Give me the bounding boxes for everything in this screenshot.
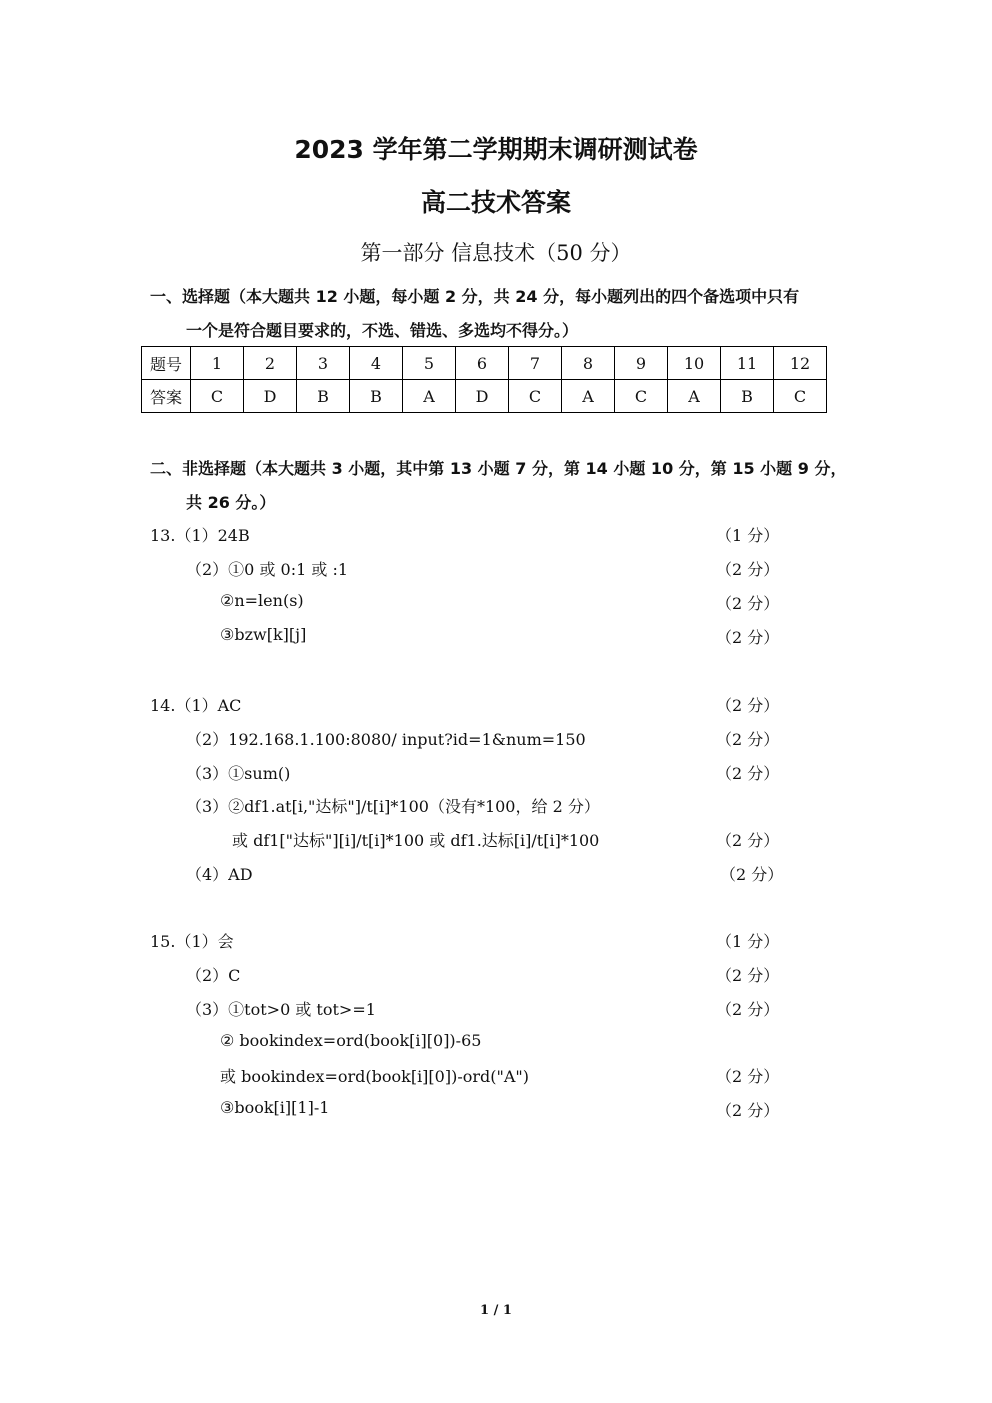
- table-cell: A: [668, 380, 721, 413]
- table-cell: B: [350, 380, 403, 413]
- table-cell: D: [456, 380, 509, 413]
- table-cell: C: [509, 380, 562, 413]
- table-cell: 5: [403, 347, 456, 380]
- table-cell: 11: [721, 347, 774, 380]
- table-cell: 6: [456, 347, 509, 380]
- q14-points: （2 分）: [720, 865, 784, 884]
- q14-line: （3）①sum(): [186, 764, 291, 783]
- q14-points: （2 分）: [716, 730, 780, 749]
- table-cell: A: [562, 380, 615, 413]
- page-number: 1 / 1: [480, 1303, 512, 1318]
- q13-points: （2 分）: [716, 594, 780, 613]
- table-row-numbers: [142, 347, 827, 380]
- q13-line: ③bzw[k][j]: [220, 625, 307, 644]
- table-cell: 3: [297, 347, 350, 380]
- table-cell: 12: [774, 347, 827, 380]
- q15-points: （2 分）: [716, 1101, 780, 1120]
- q14-line: （4）AD: [186, 865, 253, 884]
- table-cell: 2: [244, 347, 297, 380]
- table-cell: 4: [350, 347, 403, 380]
- q13-points: （1 分）: [716, 526, 780, 545]
- q13-points: （2 分）: [716, 628, 780, 647]
- q15-points: （1 分）: [716, 932, 780, 951]
- row-label-answer: 答案: [142, 380, 191, 413]
- q15-line: 或 bookindex=ord(book[i][0])-ord("A"): [220, 1067, 530, 1086]
- q14-points: （2 分）: [716, 764, 780, 783]
- section1-heading-cont: 一个是符合题目要求的，不选、错选、多选均不得分。）: [186, 321, 579, 340]
- q14-line: （3）②df1.at[i,"达标"]/t[i]*100（没有*100，给 2 分）: [186, 797, 600, 816]
- q14-line: （2）192.168.1.100:8080/ input?id=1&num=150: [186, 730, 586, 749]
- q15-line: （2）C: [186, 966, 241, 985]
- answer-table: [141, 346, 827, 413]
- table-cell: B: [721, 380, 774, 413]
- table-cell: 10: [668, 347, 721, 380]
- table-cell: 9: [615, 347, 668, 380]
- q15-line: （3）①tot>0 或 tot>=1: [186, 1000, 376, 1019]
- q14-line: 或 df1["达标"][i]/t[i]*100 或 df1.达标[i]/t[i]*100: [232, 831, 600, 850]
- section2-heading: 二、非选择题（本大题共 3 小题，其中第 13 小题 7 分，第 14 小题 10 分，第 15 小题 9 分，: [150, 459, 847, 478]
- section1-heading: 一、选择题（本大题共 12 小题，每小题 2 分，共 24 分，每小题列出的四个备选项中只有: [150, 287, 800, 306]
- q15-line: ② bookindex=ord(book[i][0])-65: [220, 1031, 482, 1050]
- document-subtitle: 高二技术答案: [420, 188, 571, 217]
- table-cell: 7: [509, 347, 562, 380]
- table-cell: C: [191, 380, 244, 413]
- table-cell: A: [403, 380, 456, 413]
- table-cell: B: [297, 380, 350, 413]
- table-cell: C: [615, 380, 668, 413]
- q15-points: （2 分）: [716, 1067, 780, 1086]
- row-label-number: 题号: [142, 347, 191, 380]
- table-cell: 1: [191, 347, 244, 380]
- q15-line: 15.（1）会: [150, 932, 234, 951]
- q14-line: 14.（1）AC: [150, 696, 242, 715]
- q15-line: ③book[i][1]-1: [220, 1098, 330, 1117]
- q15-points: （2 分）: [716, 966, 780, 985]
- table-cell: 8: [562, 347, 615, 380]
- table-row-answers: [142, 380, 827, 413]
- part-title: 第一部分 信息技术（50 分）: [360, 241, 632, 265]
- q13-line: （2）①0 或 0:1 或 :1: [186, 560, 349, 579]
- document-title: 2023 学年第二学期期末调研测试卷: [294, 135, 698, 164]
- q14-points: （2 分）: [716, 831, 780, 850]
- q14-points: （2 分）: [716, 696, 780, 715]
- q15-points: （2 分）: [716, 1000, 780, 1019]
- table-cell: D: [244, 380, 297, 413]
- table-cell: C: [774, 380, 827, 413]
- section2-heading-cont: 共 26 分。）: [186, 493, 276, 512]
- q13-points: （2 分）: [716, 560, 780, 579]
- q13-line: 13.（1）24B: [150, 526, 250, 545]
- q13-line: ②n=len(s): [220, 591, 304, 610]
